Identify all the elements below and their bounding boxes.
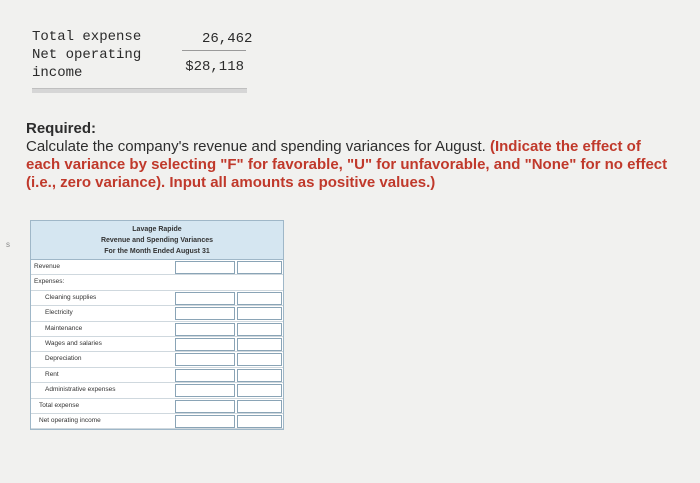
report-period: For the Month Ended August 31 [104, 248, 210, 255]
amount-input[interactable] [175, 400, 235, 413]
effect-select[interactable] [237, 261, 282, 274]
amount-input[interactable] [175, 369, 235, 382]
row-label: Electricity [45, 309, 73, 317]
net-operating-income-value: $28,118 [185, 59, 244, 75]
effect-select[interactable] [237, 338, 282, 351]
row-label: Administrative expenses [45, 386, 116, 394]
table-row-rent [31, 368, 283, 383]
amount-input[interactable] [175, 323, 235, 336]
row-label: Net operating income [39, 416, 101, 424]
table-row-revenue [31, 260, 283, 275]
amount-input[interactable] [175, 415, 235, 428]
net-operating-income-label: Net operating income [32, 47, 142, 81]
table-row-cleaning-supplies [31, 291, 283, 306]
effect-select[interactable] [237, 384, 282, 397]
effect-select[interactable] [237, 353, 282, 366]
report-title: Revenue and Spending Variances [100, 237, 214, 244]
divider [182, 50, 246, 51]
scroll-separator [32, 88, 247, 93]
table-header [31, 221, 283, 260]
required-instruction: (Indicate the effect of each variance by selecting "F" for favorable, "U" for unfavorable, and "None" for no effect (i.e., zero variance). Input all amounts as positive values.) [26, 138, 668, 191]
required-instructions [26, 120, 676, 192]
total-expense-label: Total expense [32, 29, 142, 45]
total-expense-value: 26,462 [202, 31, 253, 47]
table-row-wages-and-salaries [31, 337, 283, 352]
amount-input[interactable] [175, 307, 235, 320]
table-row-expenses [31, 275, 283, 290]
table-row-electricity [31, 306, 283, 321]
variance-table [30, 220, 284, 430]
amount-input[interactable] [175, 338, 235, 351]
row-label: Cleaning supplies [45, 293, 97, 301]
company-name: Lavage Rapide [132, 226, 182, 233]
required-text: Calculate the company's revenue and spending variances for August. [26, 138, 490, 155]
effect-select[interactable] [237, 323, 282, 336]
amount-input[interactable] [175, 353, 235, 366]
row-label: Total expense [39, 401, 80, 409]
effect-select[interactable] [237, 292, 282, 305]
table-row-maintenance [31, 322, 283, 337]
amount-input[interactable] [175, 261, 235, 274]
row-label: Expenses: [34, 278, 65, 286]
effect-select[interactable] [237, 369, 282, 382]
table-row-net-operating-income [31, 414, 283, 429]
effect-select[interactable] [237, 307, 282, 320]
amount-input[interactable] [175, 292, 235, 305]
table-row-total-expense [31, 399, 283, 414]
effect-select[interactable] [237, 415, 282, 428]
row-label: Revenue [34, 263, 61, 270]
row-label: Depreciation [45, 355, 82, 363]
required-heading: Required: [26, 120, 97, 137]
row-label: Wages and salaries [45, 339, 102, 347]
amount-input[interactable] [175, 384, 235, 397]
effect-select[interactable] [237, 400, 282, 413]
row-label: Rent [45, 370, 59, 378]
row-label: Maintenance [45, 324, 83, 332]
margin-mark: s [6, 240, 10, 249]
table-row-depreciation [31, 352, 283, 367]
table-row-administrative-expenses [31, 383, 283, 398]
